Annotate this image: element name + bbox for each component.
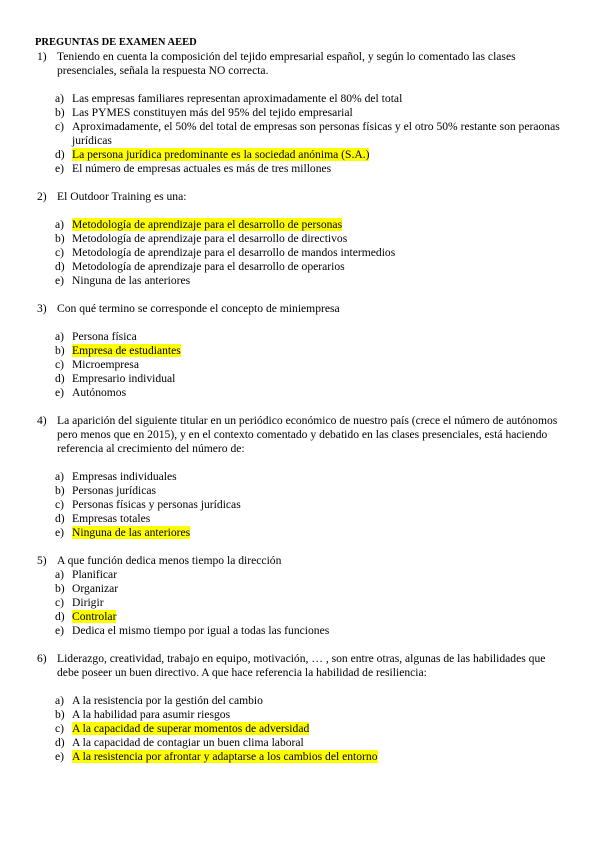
option-5e [55,624,565,638]
question-text: La aparición del siguiente titular en un periódico económico de nuestro país (crece el número de autónomos pero menos que en 2015), y en el contexto comentado y debatido en las clases presenciales, está haciendo referencia al crecimiento del número de: [57,414,558,455]
option-letter: a) [55,568,65,581]
option-text: Las empresas familiares representan aproximadamente el 80% del total [72,92,403,105]
option-letter: d) [55,148,65,161]
question-number: 3) [37,302,47,315]
options-list-2 [35,218,565,288]
option-letter: d) [55,512,65,525]
option-text: Autónomos [72,386,127,399]
highlighted-answer: Empresa de estudiantes [72,344,181,357]
options-list-3 [35,330,565,400]
option-text: Metodología de aprendizaje para el desarrollo de mandos intermedios [72,246,396,259]
option-text: Planificar [72,568,118,581]
option-1a [55,92,565,106]
option-text: Empresas totales [72,512,151,525]
question-text: Teniendo en cuenta la composición del tejido empresarial español, y según lo comentado las clases presenciales, señala la respuesta NO correcta. [57,50,516,77]
option-text: Empresas individuales [72,470,177,483]
option-5b [55,582,565,596]
option-6a [55,694,565,708]
option-letter: e) [55,624,65,637]
option-2d [55,260,565,274]
option-letter: c) [55,722,65,735]
question-6 [37,652,565,680]
question-number: 6) [37,652,47,665]
highlighted-answer: A la resistencia por afrontar y adaptarse a los cambios del entorno [72,750,378,763]
option-text: Aproximadamente, el 50% del total de empresas son personas físicas y el otro 50% restante son peraonas jurídicas [72,120,560,147]
option-letter: b) [55,484,65,497]
option-text: Metodología de aprendizaje para el desarrollo de operarios [72,260,345,273]
option-letter: d) [55,610,65,623]
highlighted-answer: Ninguna de las anteriores [72,526,191,539]
option-letter: c) [55,358,65,371]
option-2e [55,274,565,288]
option-text: Ninguna de las anteriores [72,274,191,287]
option-letter: a) [55,92,65,105]
option-text: A la habilidad para asumir riesgos [72,708,231,721]
question-1 [37,50,565,78]
question-text: Con qué termino se corresponde el concepto de miniempresa [57,302,340,315]
option-letter: b) [55,582,65,595]
question-text: A que función dedica menos tiempo la dirección [57,554,282,567]
question-number: 4) [37,414,47,427]
option-letter: d) [55,372,65,385]
option-6e [55,750,565,764]
option-1c [55,120,565,148]
option-letter: c) [55,120,65,133]
option-letter: c) [55,498,65,511]
question-text: Liderazgo, creatividad, trabajo en equipo, motivación, … , son entre otras, algunas de las habilidades que debe poseer un buen directivo. A que hace referencia la habilidad de resiliencia: [57,652,546,679]
question-number: 1) [37,50,47,63]
question-3 [37,302,565,316]
option-letter: d) [55,260,65,273]
option-text: A la capacidad de contagiar un buen clima laboral [72,736,304,749]
option-3b [55,344,565,358]
document-page [35,36,565,778]
option-3e [55,386,565,400]
question-2 [37,190,565,204]
option-2c [55,246,565,260]
option-letter: c) [55,596,65,609]
option-letter: a) [55,470,65,483]
option-letter: d) [55,736,65,749]
option-letter: e) [55,274,65,287]
highlighted-answer: Metodología de aprendizaje para el desarrollo de personas [72,218,343,231]
option-1b [55,106,565,120]
option-letter: a) [55,694,65,707]
highlighted-answer: A la capacidad de superar momentos de adversidad [72,722,310,735]
option-6c [55,722,565,736]
option-letter: b) [55,232,65,245]
option-text: Personas jurídicas [72,484,157,497]
option-text: Persona física [72,330,137,343]
option-letter: e) [55,386,65,399]
option-text: Dedica el mismo tiempo por igual a todas las funciones [72,624,330,637]
option-letter: b) [55,708,65,721]
question-number: 5) [37,554,47,567]
option-text: Personas físicas y personas jurídicas [72,498,241,511]
question-text: El Outdoor Training es una: [57,190,187,203]
option-text: Empresario individual [72,372,176,385]
option-text: Organizar [72,582,119,595]
option-letter: a) [55,218,65,231]
option-letter: e) [55,750,65,763]
option-5d [55,610,565,624]
option-letter: a) [55,330,65,343]
option-6b [55,708,565,722]
question-number: 2) [37,190,47,203]
option-3c [55,358,565,372]
question-4 [37,414,565,456]
option-2b [55,232,565,246]
highlighted-answer: Controlar [72,610,117,623]
option-letter: e) [55,162,65,175]
option-letter: b) [55,106,65,119]
option-2a [55,218,565,232]
option-letter: c) [55,246,65,259]
option-text: Las PYMES constituyen más del 95% del tejido empresarial [72,106,353,119]
options-list-4 [35,470,565,540]
option-4c [55,498,565,512]
highlighted-answer: La persona jurídica predominante es la sociedad anónima (S.A.) [72,148,370,161]
option-letter: b) [55,344,65,357]
option-3d [55,372,565,386]
question-5 [37,554,565,568]
option-3a [55,330,565,344]
option-4e [55,526,565,540]
options-list-5 [35,568,565,638]
option-5c [55,596,565,610]
option-text: Metodología de aprendizaje para el desarrollo de directivos [72,232,348,245]
option-text: A la resistencia por la gestión del cambio [72,694,263,707]
option-letter: e) [55,526,65,539]
option-4b [55,484,565,498]
option-4a [55,470,565,484]
option-4d [55,512,565,526]
option-1d [55,148,565,162]
document-title: PREGUNTAS DE EXAMEN AEED [35,37,197,48]
option-text: Dirigir [72,596,104,609]
option-text: Microempresa [72,358,139,371]
options-list-1 [35,92,565,176]
option-1e [55,162,565,176]
option-5a [55,568,565,582]
option-text: El número de empresas actuales es más de tres millones [72,162,332,175]
options-list-6 [35,694,565,764]
option-6d [55,736,565,750]
